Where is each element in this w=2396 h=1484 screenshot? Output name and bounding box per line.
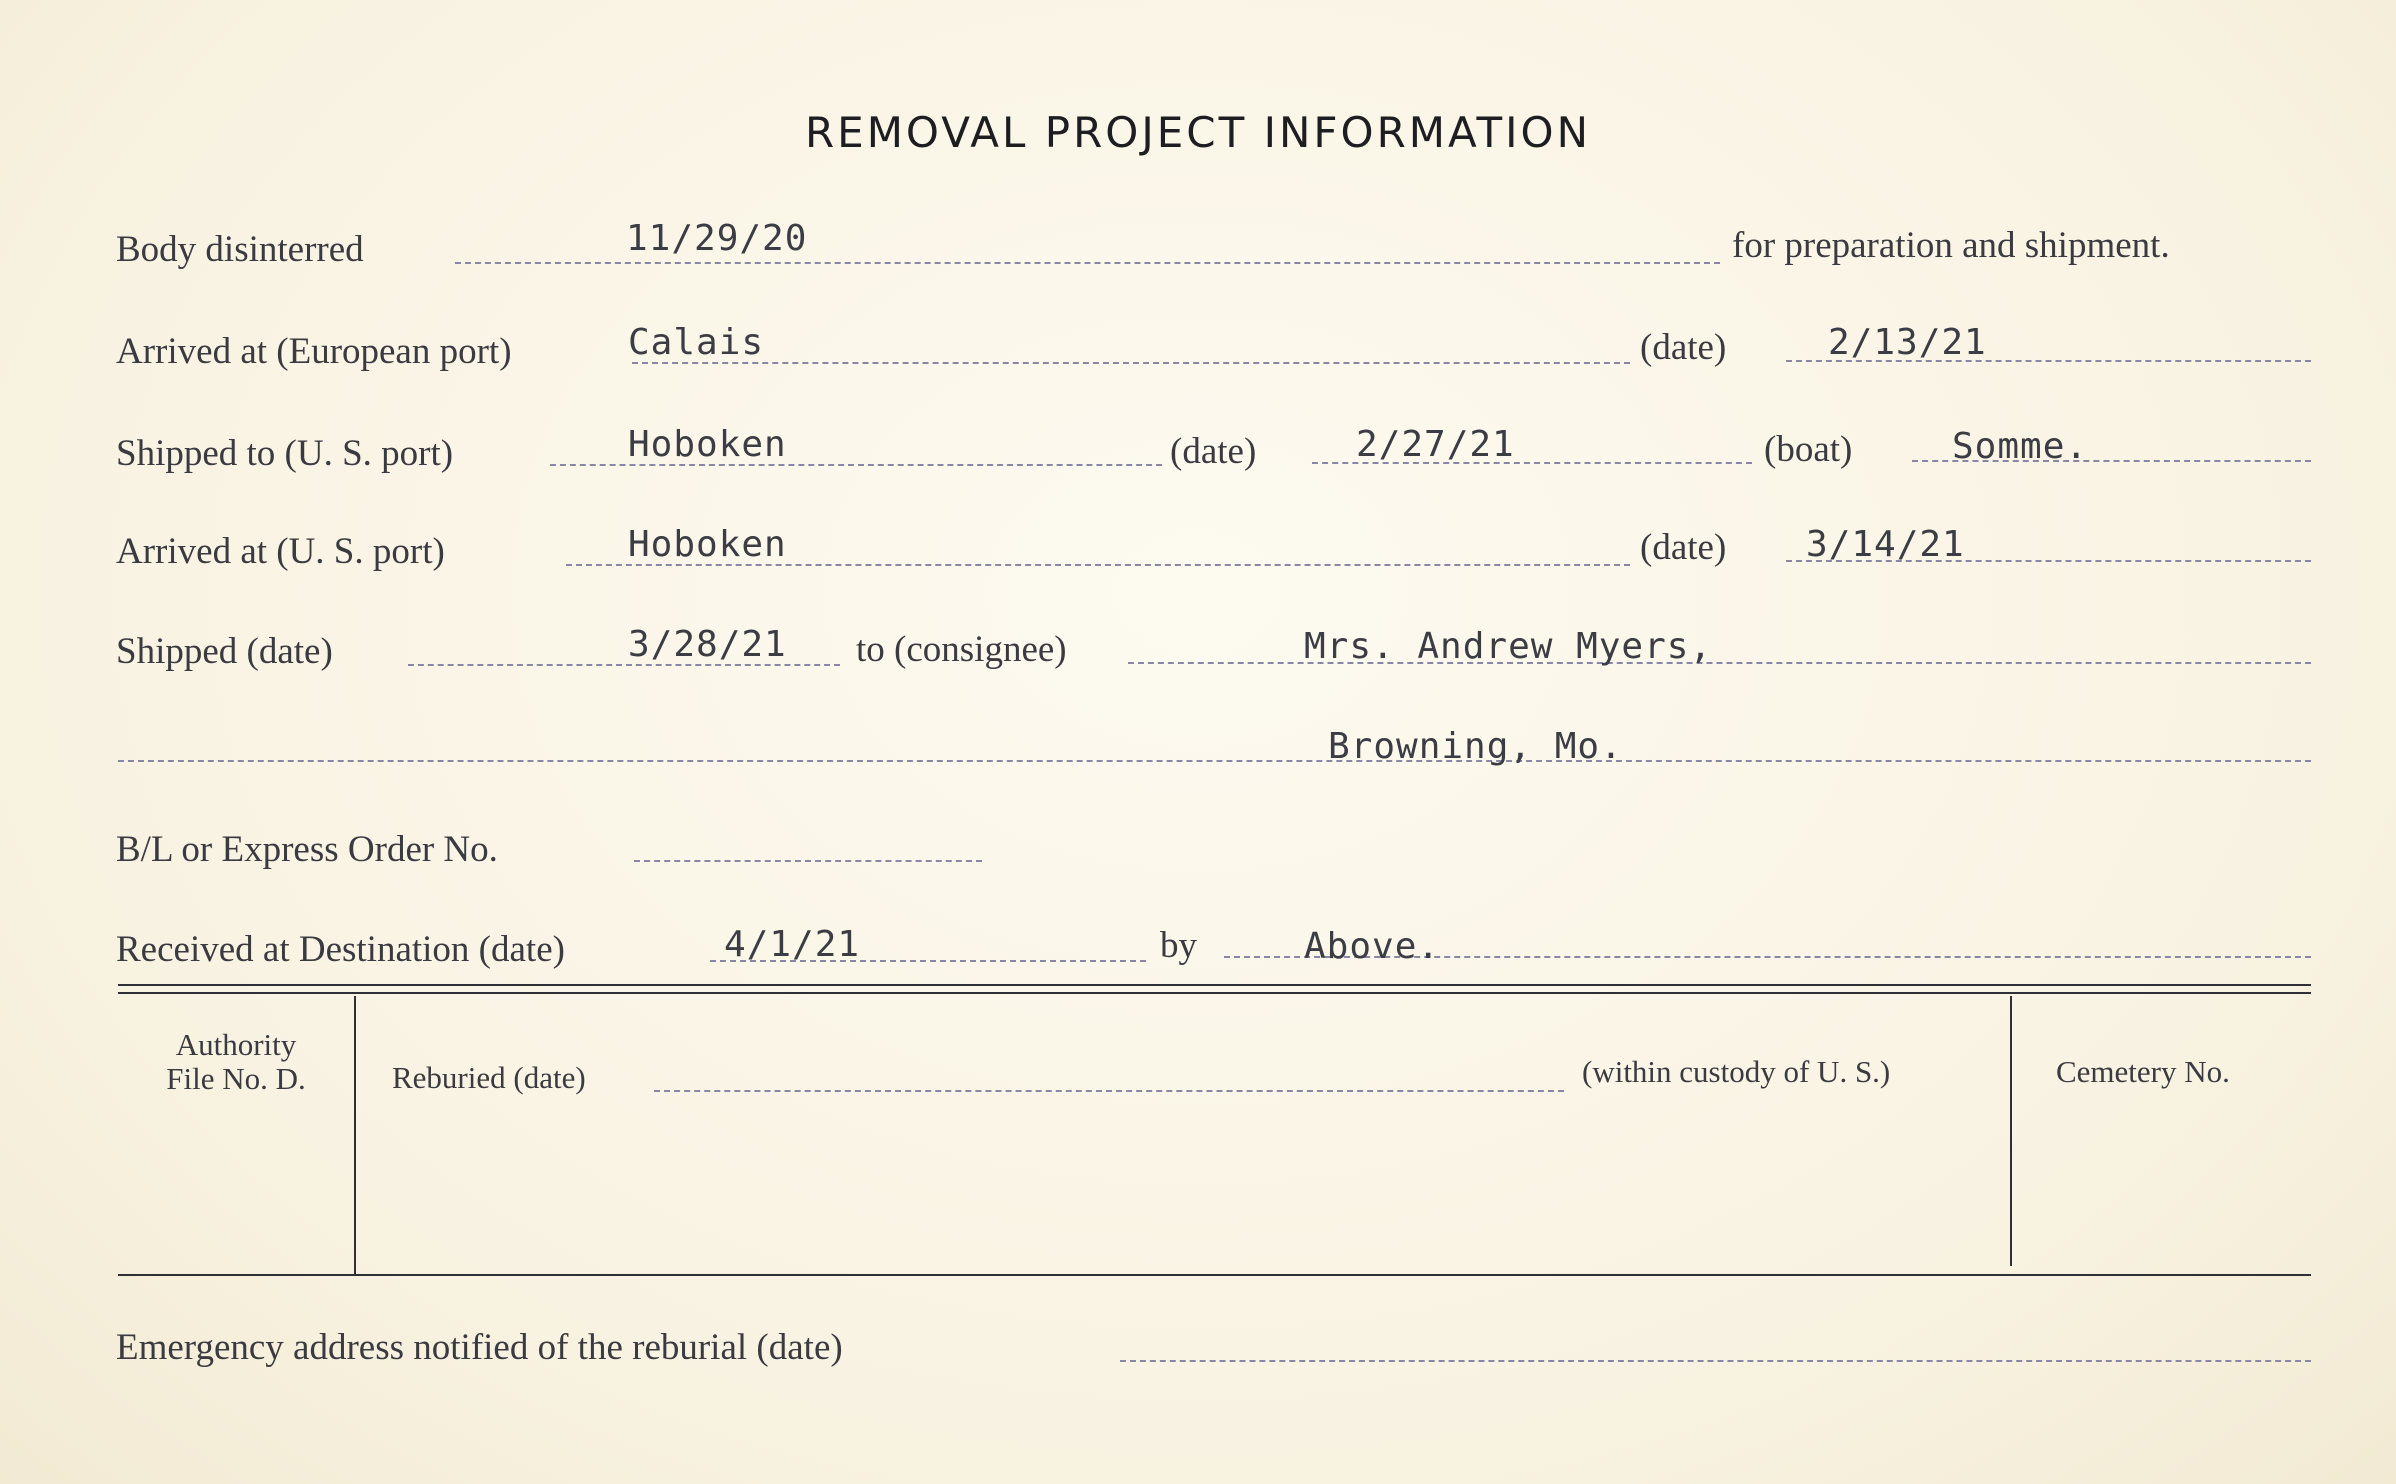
box-top-rule-1 [118, 984, 2311, 986]
custody-label: (within custody of U. S.) [1582, 1054, 1891, 1089]
bl-order-label: B/L or Express Order No. [116, 829, 498, 870]
bl-order-line [634, 860, 982, 862]
euro-date-label: (date) [1640, 327, 1727, 368]
shipped-final-label: Shipped (date) [116, 631, 333, 672]
consignee-label: to (consignee) [856, 629, 1067, 670]
box-bottom-rule [118, 1274, 2311, 1276]
shipped-date-us-value: 2/27/21 [1356, 424, 1515, 465]
cemetery-no-label: Cemetery No. [2056, 1054, 2230, 1089]
emergency-label: Emergency address notified of the reburial (date) [116, 1327, 843, 1368]
address-line [118, 760, 2311, 762]
authority-line1: Authority [175, 1027, 297, 1062]
authority-file-label [128, 1028, 344, 1096]
body-disinterred-label: Body disinterred [116, 229, 364, 270]
consignee-name-value: Mrs. Andrew Myers, [1304, 626, 1713, 667]
arrived-euro-label: Arrived at (European port) [116, 331, 512, 372]
us-arrival-date-value: 3/14/21 [1806, 524, 1965, 565]
reburied-label: Reburied (date) [392, 1060, 586, 1095]
received-date-value: 4/1/21 [724, 924, 861, 965]
box-divider-left [354, 996, 356, 1274]
prep-shipment-label: for preparation and shipment. [1732, 225, 2170, 266]
reburied-line [654, 1090, 1564, 1092]
authority-line2: File No. D. [166, 1061, 306, 1096]
euro-port-line [632, 362, 1630, 364]
us-port-shipped-value: Hoboken [628, 424, 787, 465]
shipped-date-label: (date) [1170, 431, 1257, 472]
box-divider-right [2010, 996, 2012, 1266]
arrived-us-label: Arrived at (U. S. port) [116, 531, 445, 572]
shipped-to-us-label: Shipped to (U. S. port) [116, 433, 454, 474]
body-disinterred-line [455, 262, 1720, 264]
received-by-value: Above. [1304, 926, 1441, 967]
box-top-rule-2 [118, 992, 2311, 994]
arrived-us-date-label: (date) [1640, 527, 1727, 568]
consignee-address-value: Browning, Mo. [1328, 726, 1623, 767]
disinterred-date-value: 11/29/20 [626, 218, 808, 259]
euro-port-value: Calais [628, 322, 765, 363]
us-port-arrived-value: Hoboken [628, 524, 787, 565]
emergency-line [1120, 1360, 2311, 1362]
by-label: by [1160, 925, 1197, 966]
euro-arrival-date-value: 2/13/21 [1828, 322, 1987, 363]
boat-name-value: Somme. [1952, 426, 2089, 467]
received-dest-label: Received at Destination (date) [116, 929, 565, 970]
shipped-date-final-value: 3/28/21 [628, 624, 787, 665]
boat-label: (boat) [1764, 429, 1853, 470]
page-title: REMOVAL PROJECT INFORMATION [804, 108, 1592, 157]
